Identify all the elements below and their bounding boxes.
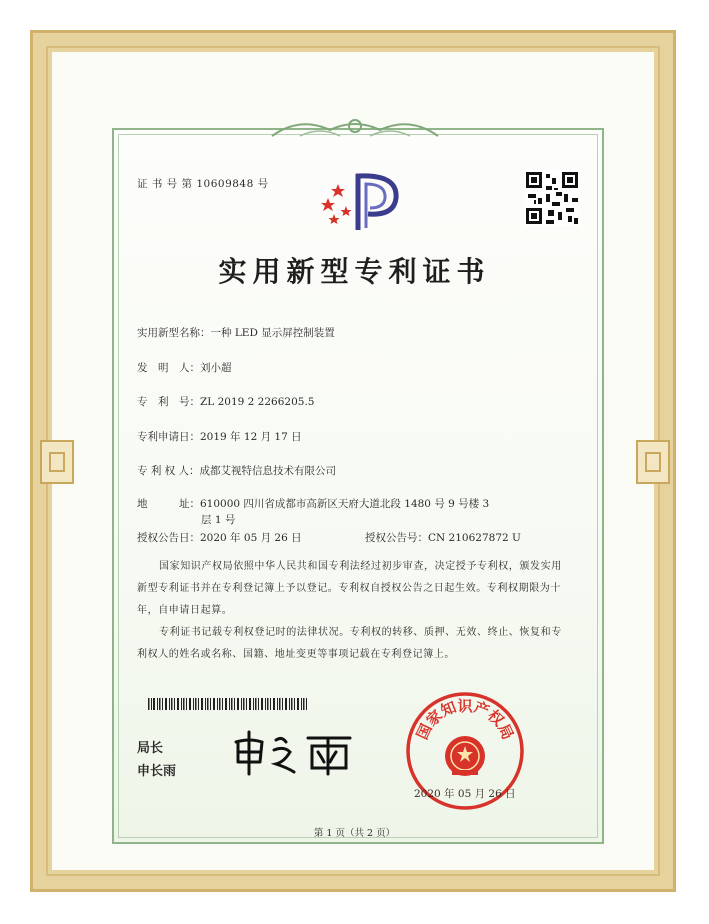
paragraph-line: 专利证书记载专利权登记时的法律状况。专利权的转移、质押、无效、终止、恢复和专	[159, 627, 562, 638]
director-title: 局长	[137, 741, 164, 756]
right-frame-knot-icon	[636, 440, 670, 484]
certificate-number: 证 书 号 第 10609848 号	[137, 178, 269, 190]
field-row-patentee	[137, 463, 336, 479]
page-number: 第 1 页（共 2 页）	[313, 828, 396, 839]
field-value: 610000 四川省成都市高新区天府大道北段 1480 号 9 号楼 3	[200, 498, 490, 510]
qr-code-icon	[524, 170, 580, 226]
handwritten-signature-icon	[232, 728, 362, 778]
paragraph-line: 新型专利证书并在专利登记簿上予以登记。专利权自授权公告之日起生效。专利权期限为十	[137, 583, 561, 594]
svg-text:国家知识产权局: 国家知识产权局	[412, 697, 518, 743]
address-continuation: 层 1 号	[201, 514, 236, 526]
field-row-application-date	[137, 429, 302, 445]
certificate-title: 实用新型专利证书	[218, 255, 491, 288]
director-name: 申长雨	[137, 764, 177, 779]
field-row-address	[137, 496, 489, 512]
field-label: 发 明 人：	[137, 362, 200, 374]
field-label: 专 利 权 人：	[137, 465, 200, 477]
field-row-announcement-date	[137, 530, 302, 546]
barcode-icon	[148, 698, 308, 710]
paragraph-line: 国家知识产权局依照中华人民共和国专利法经过初步审查，决定授予专利权，颁发实用	[159, 561, 562, 572]
field-value: 成都艾视特信息技术有限公司	[199, 465, 337, 477]
paragraph-line: 利权人的姓名或名称、国籍、地址变更等事项记载在专利登记簿上。	[137, 649, 455, 660]
field-label: 专利申请日：	[137, 431, 200, 443]
field-value: ZL 2019 2 2266205.5	[200, 396, 315, 408]
left-frame-knot-icon	[40, 440, 74, 484]
field-row-utility-name	[137, 325, 335, 341]
field-row-inventor	[137, 360, 232, 376]
field-value: 2020 年 05 月 26 日	[200, 532, 302, 544]
field-label: 地 址：	[137, 498, 200, 510]
body-paragraph-1	[137, 556, 585, 622]
body-paragraph-2	[137, 622, 585, 666]
paragraph-line: 年，自申请日起算。	[137, 605, 233, 616]
field-label: 实用新型名称：	[137, 327, 211, 339]
field-value: 一种 LED 显示屏控制装置	[210, 327, 335, 339]
field-label: 授权公告号：	[365, 532, 428, 544]
field-value: CN 210627872 U	[428, 532, 521, 544]
field-value: 刘小超	[200, 362, 232, 374]
field-row-patent-number	[137, 394, 314, 410]
patent-office-logo-icon	[318, 170, 400, 232]
field-label: 授权公告日：	[137, 532, 200, 544]
field-label: 专 利 号：	[137, 396, 200, 408]
seal-date: 2020 年 05 月 26 日	[414, 788, 516, 800]
field-row-announcement-number	[365, 530, 521, 546]
top-ornament-icon	[270, 116, 440, 142]
field-value: 2019 年 12 月 17 日	[200, 431, 302, 443]
